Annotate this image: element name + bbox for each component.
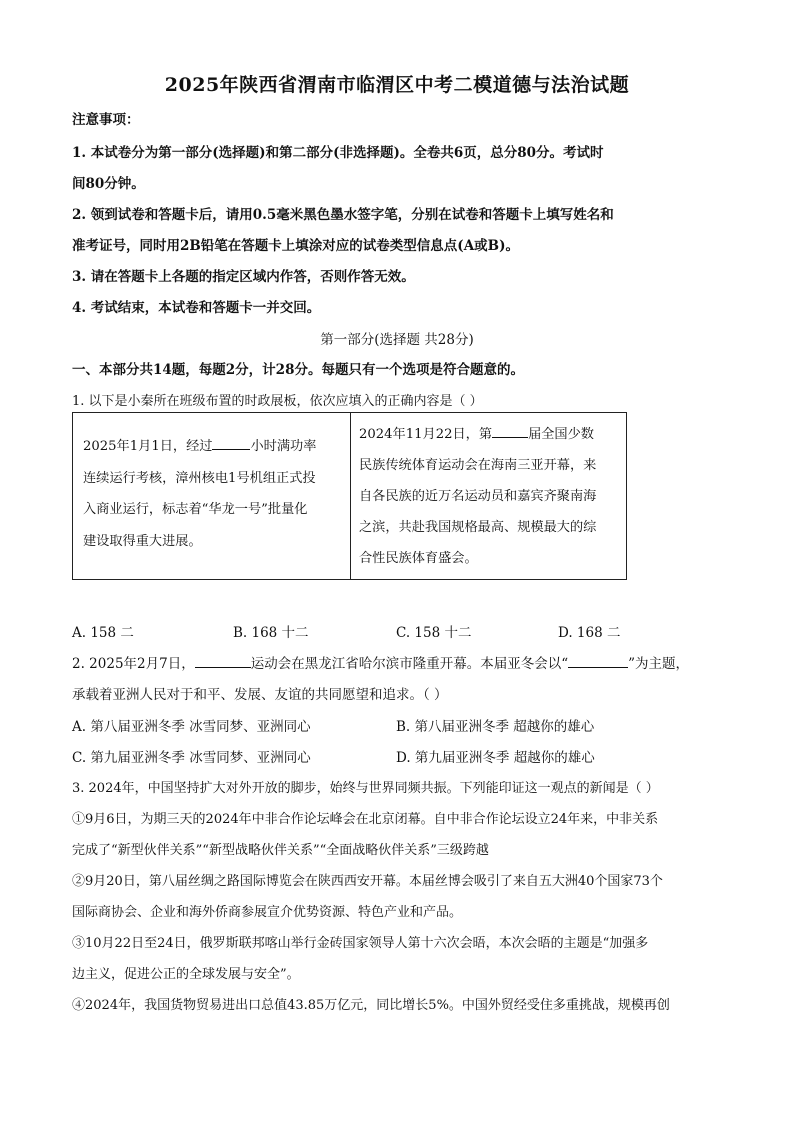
q1-left-cell <box>73 413 351 580</box>
notice-item-2-cont: 准考证号，同时用2B铅笔在答题卡上填涂对应的试卷类型信息点(A或B)。 <box>72 238 519 254</box>
q1-right-line1-pre: 2024年11月22日，第 <box>359 427 493 442</box>
q1-left-line2: 连续运行考核，漳州核电1号机组正式投 <box>83 470 316 486</box>
q3-news-1: ①9月6日，为期三天的2024年中非合作论坛峰会在北京闭幕。自中非合作论坛设立24年来，中非关系 <box>72 812 659 827</box>
q2-stem <box>72 652 732 672</box>
notice-heading: 注意事项： <box>72 112 140 128</box>
q1-right-line4: 之滨，共赴我国规格最高、规模最大的综 <box>359 520 597 535</box>
answer-blank <box>492 423 528 438</box>
q1-right-line2: 民族传统体育运动会在海南三亚开幕，来 <box>359 458 597 473</box>
q2-option-d: D. 第九届亚洲冬季 超越你的雄心 <box>396 750 595 766</box>
q2-stem-pre: 2. 2025年2月7日， <box>72 656 195 672</box>
q3-stem: 3. 2024年，中国坚持扩大对外开放的脚步，始终与世界同频共振。下列能印证这一观点的新闻是（ ） <box>72 781 659 796</box>
q1-option-d: D. 168 二 <box>558 625 621 641</box>
q1-right-line5: 合性民族体育盛会。 <box>359 551 478 566</box>
part1-heading: 第一部分(选择题 共28分) <box>320 332 474 348</box>
q1-right-cell <box>351 413 627 580</box>
q1-option-b: B. 168 十二 <box>233 625 309 641</box>
q1-left-line3: 入商业运行，标志着“华龙一号”批量化 <box>83 502 308 517</box>
page-title: 2025年陕西省渭南市临渭区中考二模道德与法治试题 <box>164 74 630 96</box>
q1-left-line4: 建设取得重大进展。 <box>83 533 202 549</box>
q2-stem-mid: 运动会在黑龙江省哈尔滨市隆重开幕。本届亚冬会以“ <box>250 656 569 672</box>
notice-item-2: 2. 领到试卷和答题卡后，请用0.5毫米黑色墨水签字笔，分别在试卷和答题卡上填写姓名和 <box>72 207 614 223</box>
notice-item-1-cont: 间80分钟。 <box>72 176 145 192</box>
answer-blank <box>195 653 251 668</box>
notice-item-1: 1. 本试卷分为第一部分(选择题)和第二部分(非选择题)。全卷共6页，总分80分。考试时 <box>72 145 604 161</box>
q3-news-4: ④2024年，我国货物贸易进出口总值43.85万亿元，同比增长5%。中国外贸经受住多重挑战，规模再创 <box>72 998 670 1013</box>
q3-news-2: ②9月20日，第八届丝绸之路国际博览会在陕西西安开幕。本届丝博会吸引了来自五大洲40个国家73个 <box>72 874 663 889</box>
q2-option-c: C. 第九届亚洲冬季 冰雪同梦、亚洲同心 <box>72 750 311 766</box>
q2-option-b: B. 第八届亚洲冬季 超越你的雄心 <box>396 719 595 735</box>
part1-instruction: 一、本部分共14题，每题2分，计28分。每题只有一个选项是符合题意的。 <box>72 362 524 378</box>
q1-left-line1-pre: 2025年1月1日，经过 <box>83 439 213 454</box>
answer-blank <box>568 653 628 668</box>
q1-right-line3: 自各民族的近万名运动员和嘉宾齐聚南海 <box>359 489 597 504</box>
q1-option-a: A. 158 二 <box>72 625 134 641</box>
q1-left-line1-post: 小时满功率 <box>250 439 317 454</box>
q3-news-3-cont: 边主义，促进公正的全球发展与安全”。 <box>72 967 300 982</box>
q1-stem: 1. 以下是小秦所在班级布置的时政展板，依次应填入的正确内容是（ ） <box>72 394 483 409</box>
q1-option-c: C. 158 十二 <box>396 625 472 641</box>
q2-option-a: A. 第八届亚洲冬季 冰雪同梦、亚洲同心 <box>72 719 311 735</box>
q3-news-3: ③10月22日至24日，俄罗斯联邦喀山举行金砖国家领导人第十六次会晤，本次会晤的主题是“加强多 <box>72 936 649 951</box>
q3-news-1-cont: 完成了“新型伙伴关系”“新型战略伙伴关系”“全面战略伙伴关系”三级跨越 <box>72 843 489 858</box>
notice-item-4: 4. 考试结束，本试卷和答题卡一并交回。 <box>72 300 321 316</box>
answer-blank <box>212 435 250 450</box>
notice-item-3: 3. 请在答题卡上各题的指定区域内作答，否则作答无效。 <box>72 269 415 285</box>
q3-news-2-cont: 国际商协会、企业和海外侨商参展宣介优势资源、特色产业和产品。 <box>72 905 463 920</box>
q2-stem-cont: 承载着亚洲人民对于和平、发展、友谊的共同愿望和追求。（ ） <box>72 687 448 703</box>
q1-right-line1-post: 届全国少数 <box>528 427 594 442</box>
q2-stem-post: ”为主题， <box>628 656 690 672</box>
q1-news-board <box>72 412 627 580</box>
